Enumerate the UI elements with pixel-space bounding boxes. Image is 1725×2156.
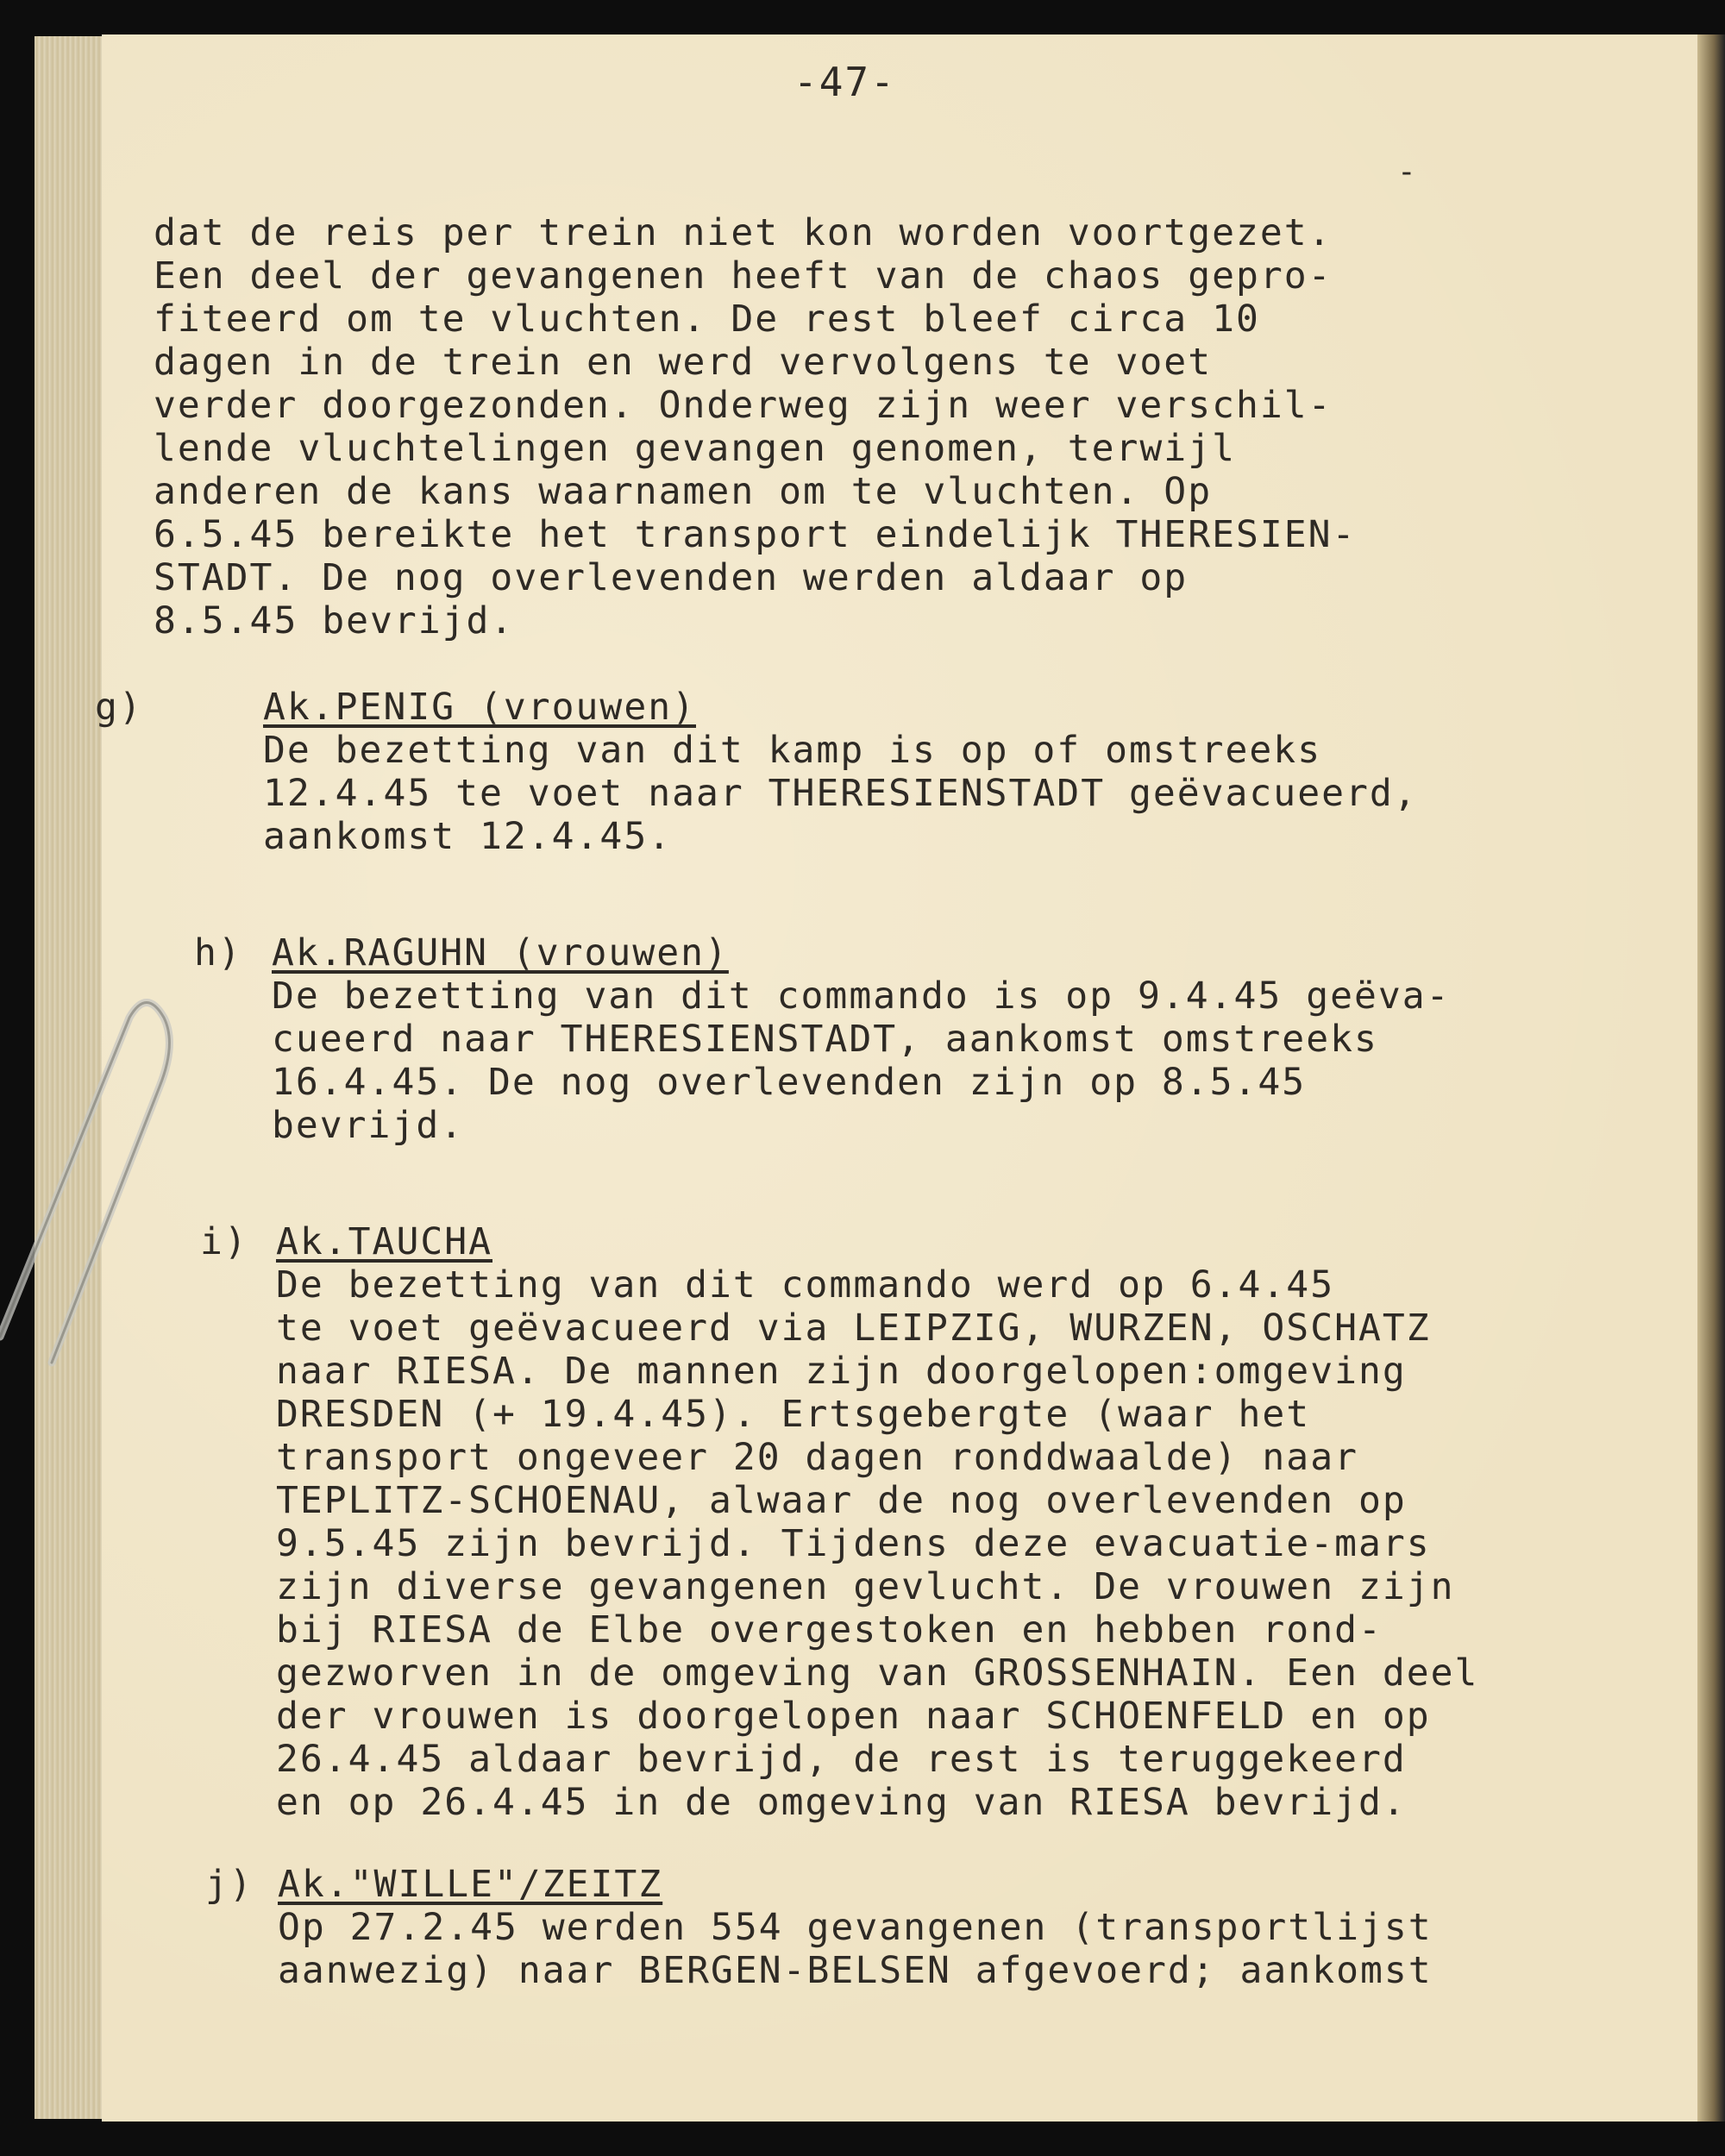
section-line: aanwezig) naar BERGEN-BELSEN afgevoerd; aankomst xyxy=(278,1949,1433,1992)
paper-clip-icon xyxy=(0,992,190,1371)
intro-line: fiteerd om te vluchten. De rest bleef circa 10 xyxy=(154,298,1260,341)
section-line: DRESDEN (+ 19.4.45). Ertsgebergte (waar het xyxy=(276,1393,1311,1436)
section-line: Op 27.2.45 werden 554 gevangenen (transportlijst xyxy=(278,1906,1433,1949)
section-line: De bezetting van dit commando is op 9.4.45 geëva- xyxy=(272,975,1451,1018)
section-j xyxy=(278,1863,1725,1992)
intro-paragraph xyxy=(154,211,1603,642)
section-h xyxy=(272,931,1721,1147)
section-heading-penig: Ak.PENIG (vrouwen) xyxy=(263,686,696,729)
intro-line: anderen de kans waarnamen om te vluchten. Op xyxy=(154,470,1213,513)
tick-mark: - xyxy=(1397,154,1418,190)
intro-line: Een deel der gevangenen heeft van de chaos gepro- xyxy=(154,254,1333,298)
section-line: bevrijd. xyxy=(272,1104,465,1147)
section-line: 16.4.45. De nog overlevenden zijn op 8.5.45 xyxy=(272,1061,1307,1104)
intro-line: dagen in de trein en werd vervolgens te voet xyxy=(154,341,1213,384)
section-line: te voet geëvacueerd via LEIPZIG, WURZEN, OSCHATZ xyxy=(276,1307,1431,1350)
section-g xyxy=(263,686,1712,858)
section-marker-i: i) xyxy=(200,1220,248,1263)
section-line: De bezetting van dit commando werd op 6.4.45 xyxy=(276,1263,1335,1307)
section-line: en op 26.4.45 in de omgeving van RIESA bevrijd. xyxy=(276,1781,1407,1824)
section-line: 12.4.45 te voet naar THERESIENSTADT geëvacueerd, xyxy=(263,772,1418,815)
section-marker-h: h) xyxy=(194,931,242,975)
section-heading-taucha: Ak.TAUCHA xyxy=(276,1220,492,1263)
intro-line: 6.5.45 bereikte het transport eindelijk THERESIEN- xyxy=(154,513,1357,556)
intro-line: 8.5.45 bevrijd. xyxy=(154,599,515,642)
section-line: gezworven in de omgeving van GROSSENHAIN. Een deel xyxy=(276,1651,1479,1695)
section-heading-wille-zeitz: Ak."WILLE"/ZEITZ xyxy=(278,1863,663,1906)
section-line: De bezetting van dit kamp is op of omstreeks xyxy=(263,729,1322,772)
intro-line: dat de reis per trein niet kon worden voortgezet. xyxy=(154,211,1333,254)
section-marker-g: g) xyxy=(95,686,143,729)
intro-line: lende vluchtelingen gevangen genomen, terwijl xyxy=(154,427,1236,470)
section-line: naar RIESA. De mannen zijn doorgelopen:omgeving xyxy=(276,1350,1407,1393)
section-line: cueerd naar THERESIENSTADT, aankomst omstreeks xyxy=(272,1018,1378,1061)
section-line: 26.4.45 aldaar bevrijd, de rest is teruggekeerd xyxy=(276,1738,1407,1781)
section-line: aankomst 12.4.45. xyxy=(263,815,673,858)
section-i xyxy=(276,1220,1725,1824)
intro-line: STADT. De nog overlevenden werden aldaar op xyxy=(154,556,1189,599)
section-line: zijn diverse gevangenen gevlucht. De vrouwen zijn xyxy=(276,1565,1455,1608)
section-marker-j: j) xyxy=(205,1863,254,1906)
section-heading-raguhn: Ak.RAGUHN (vrouwen) xyxy=(272,931,729,975)
page-number: -47- xyxy=(794,59,896,105)
section-line: 9.5.45 zijn bevrijd. Tijdens deze evacuatie-mars xyxy=(276,1522,1431,1565)
section-line: der vrouwen is doorgelopen naar SCHOENFELD en op xyxy=(276,1695,1431,1738)
intro-line: verder doorgezonden. Onderweg zijn weer verschil- xyxy=(154,384,1333,427)
section-line: bij RIESA de Elbe overgestoken en hebben rond- xyxy=(276,1608,1383,1651)
section-line: transport ongeveer 20 dagen ronddwaalde) naar xyxy=(276,1436,1358,1479)
section-line: TEPLITZ-SCHOENAU, alwaar de nog overlevenden op xyxy=(276,1479,1407,1522)
